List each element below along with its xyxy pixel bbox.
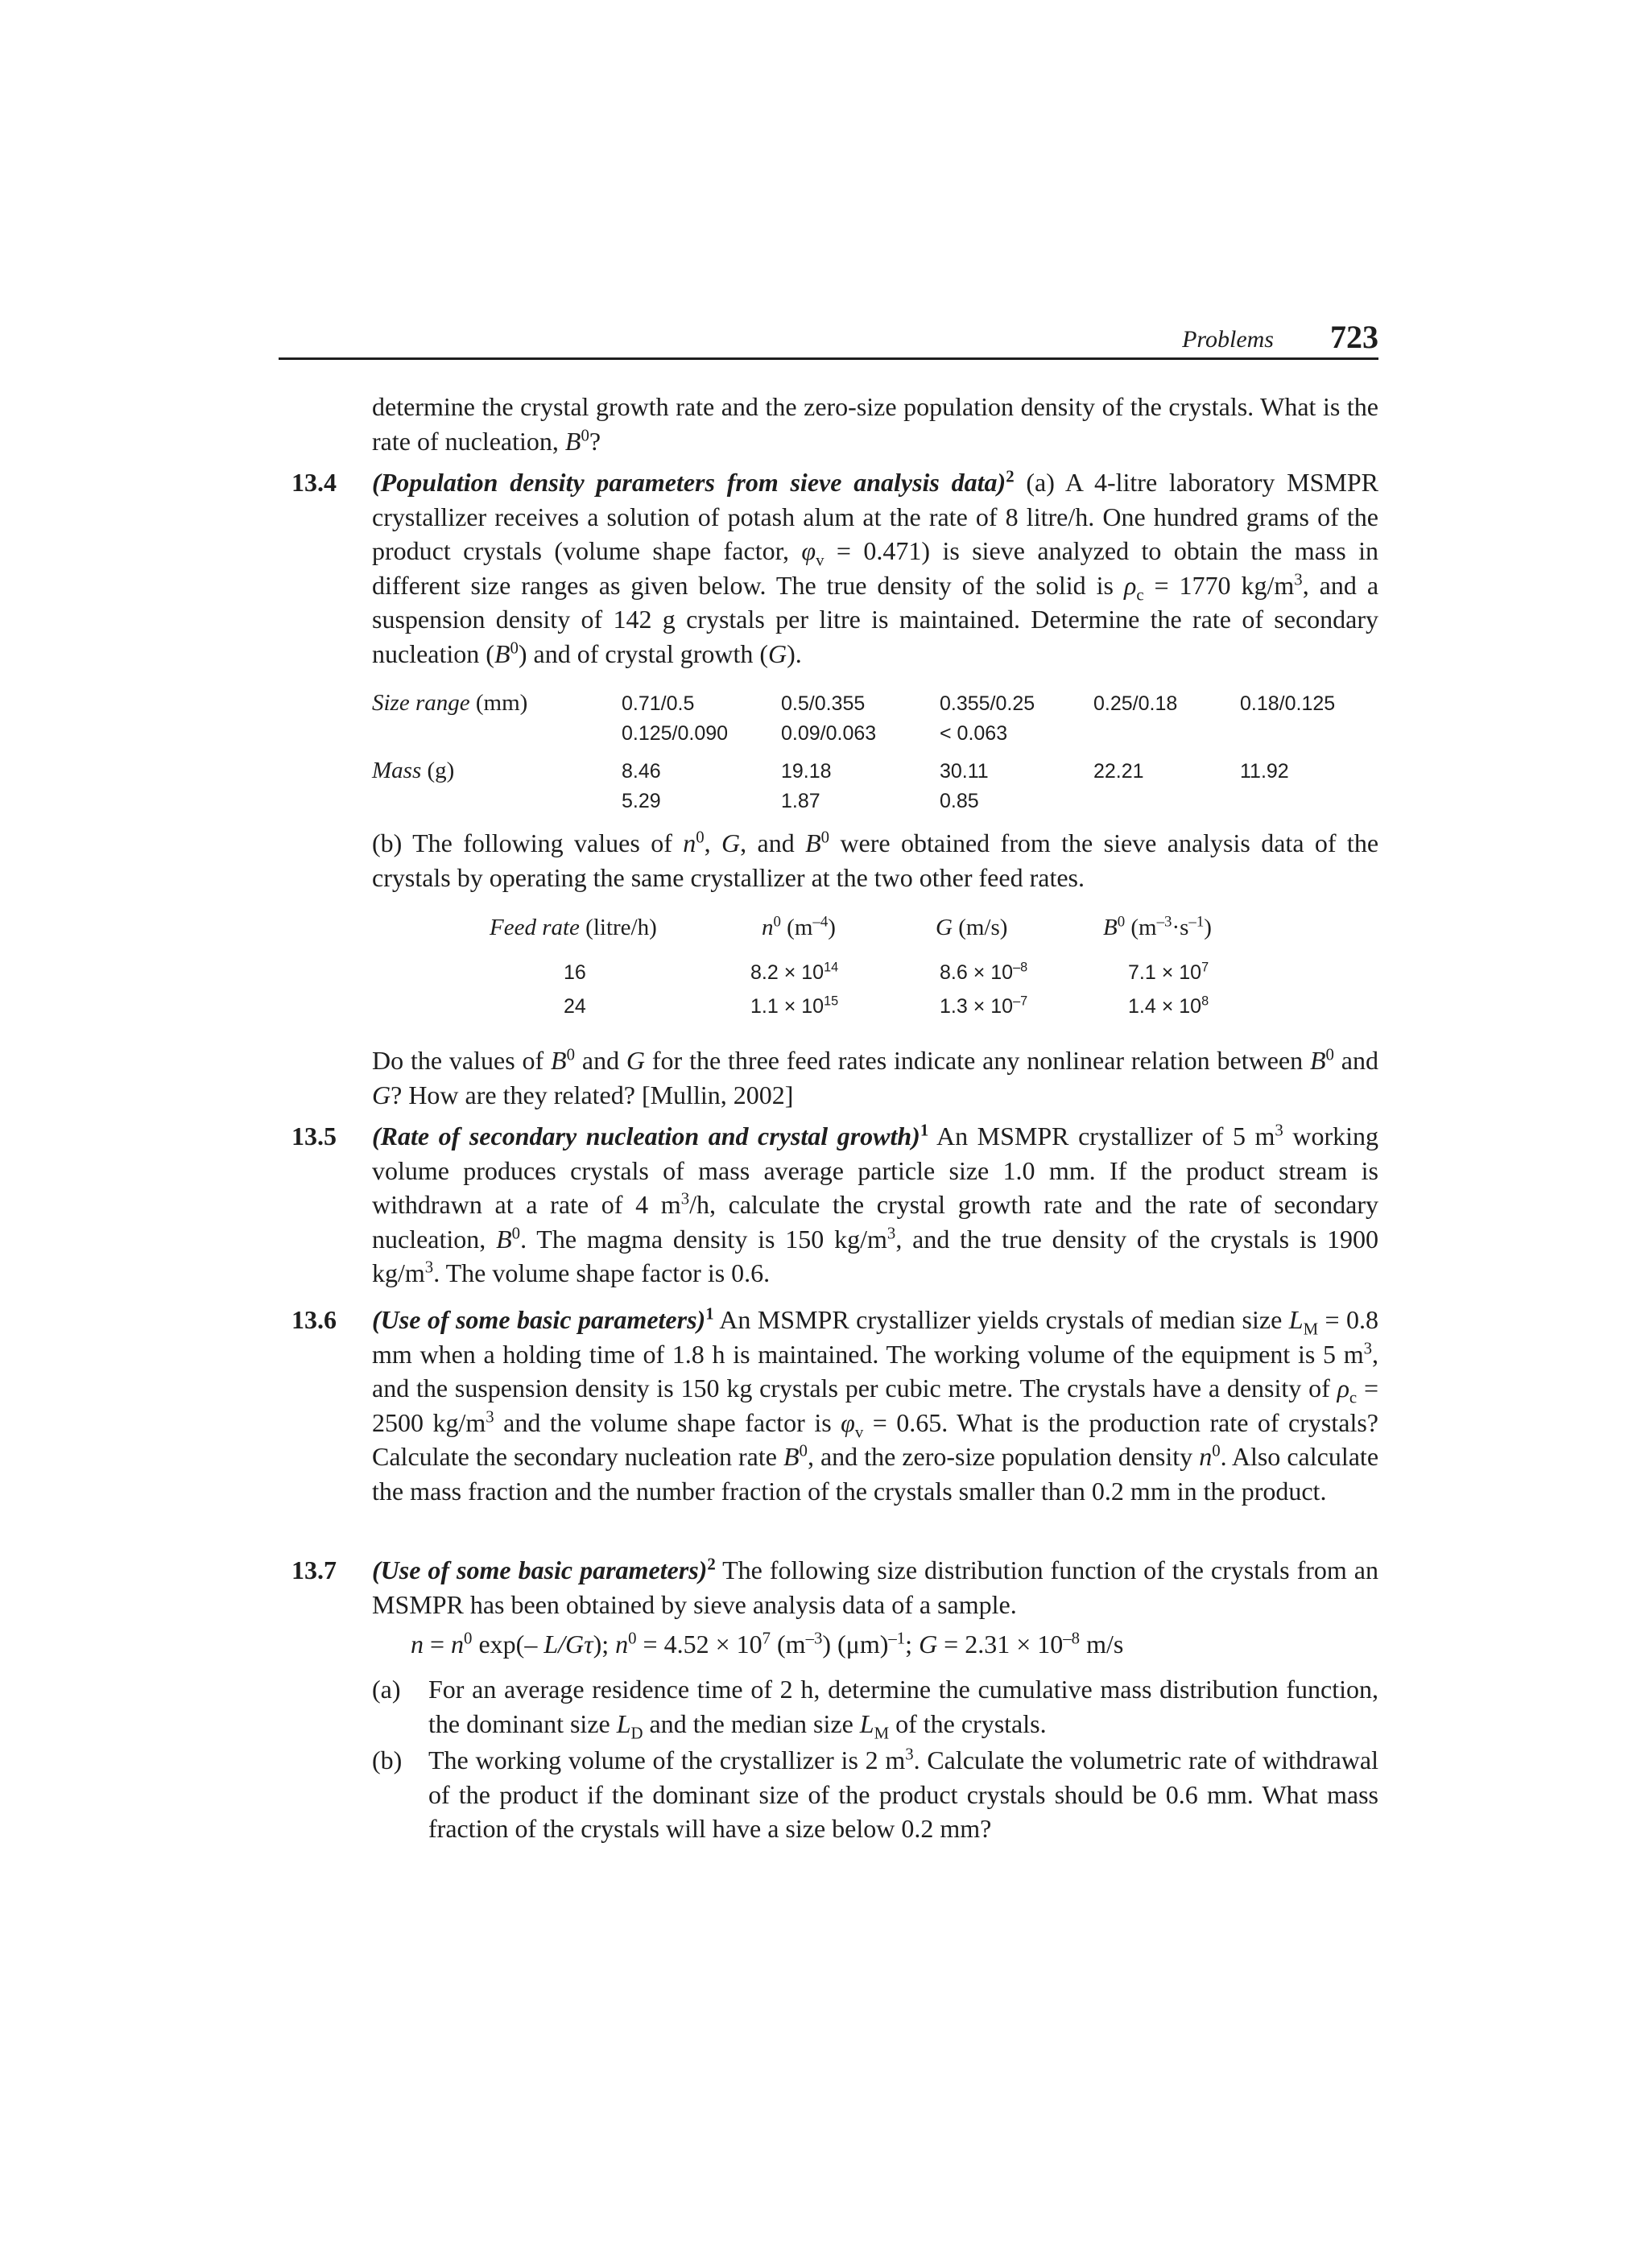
header-rule: [279, 357, 1378, 360]
intro-paragraph: determine the crystal growth rate and the zero-size population density of the crystals. What is the rate of nucleation, $B^0$?: [372, 392, 1378, 456]
section-title: Problems: [1182, 326, 1274, 353]
problem-number: 13.5: [291, 1122, 337, 1151]
table-cell: 0.85: [940, 790, 979, 812]
table-cell: $1.3 \times 10^{-7}$: [940, 994, 1028, 1018]
table-cell: $1.4 \times 10^8$: [1128, 994, 1209, 1018]
header-feed-rate: Feed rate (litre/h): [490, 915, 657, 940]
problem-13-4-question: Do the values of $B^0$ and G for the three feed rates indicate any nonlinear relation between $B^0$ and G? How are they related? [Mullin, 2002]: [372, 1045, 1378, 1109]
problem-13-6-text: (Use of some basic parameters)$^1$ An MSMPR crystallizer yields crystals of median size $L_M = 0.8$ mm when a holding time of 1.8 h is maintained. The working volume of the equipment is 5 $m^3$, and the suspension density is 150 kg crystals per cubic metre. The crystals have a density of $\rho_c = 2500$ $kg/m^3$ and the volume shape factor is $\varphi_v = 0.65$. What is the production rate of crystals? Calculate the secondary nucleation rate $B^0$, and the zero-size population density $n^0$. Also calculate the mass fraction and the number fraction of the crystals smaller than 0.2 mm in the product.: [372, 1304, 1379, 1506]
page-number: 723: [1330, 319, 1378, 355]
size-distribution-equation: $n = n^0$ exp(– L/Gτ); $n^0 = 4.52 \times 10^7$ $(m^{-3})$ $(\mu m)^{-1}$; $G = 2.31 \times 10^{-8}$ m/s: [411, 1629, 1124, 1659]
table-cell: 0.09/0.063: [781, 722, 877, 745]
table-cell: 24: [564, 995, 586, 1018]
table-cell: 0.25/0.18: [1093, 692, 1178, 715]
table-cell: 5.29: [622, 790, 661, 812]
problem-number: 13.4: [291, 468, 337, 497]
size-range-label: Size range (mm): [372, 690, 528, 716]
problem-13-5-text: (Rate of secondary nucleation and crystal growth)$^1$ An MSMPR crystallizer of 5 $m^3$ working volume produces crystals of mass average particle size 1.0 mm. If the product stream is withdrawn at a rate of 4 $m^3/h$, calculate the crystal growth rate and the rate of secondary nucleation, $B^0$. The magma density is 150 $kg/m^3$, and the true density of the crystals is 1900 $kg/m^3$. The volume shape factor is 0.6.: [372, 1121, 1379, 1287]
table-cell: 16: [564, 961, 586, 984]
table-cell: $7.1 \times 10^7$: [1128, 960, 1209, 984]
problem-13-7-part-a: For an average residence time of 2 h, determine the cumulative mass distribution function, the dominant size $L_D$ and the median size $L_M$ of the crystals.: [428, 1675, 1378, 1742]
table-cell: 0.355/0.25: [940, 692, 1035, 715]
table-cell: 30.11: [940, 760, 989, 783]
table-cell: 1.87: [781, 790, 820, 812]
problem-13-4-text: (Population density parameters from sieve analysis data)$^2$ (a) A 4-litre laboratory MSMPR crystallizer receives a solution of potash alum at the rate of 8 litre/h. One hundred grams of the product crystals (volume shape factor, $\varphi_v = 0.471$) is sieve analyzed to obtain the mass in different size ranges as given below. The true density of the solid is $\rho_c = 1770$ $kg/m^3$, and a suspension density of 142 g crystals per litre is maintained. Determine the rate of secondary nucleation $(B^0)$ and of crystal growth (G).: [372, 467, 1379, 668]
table-cell: 0.18/0.125: [1240, 692, 1336, 715]
table-cell: 11.92: [1240, 760, 1289, 783]
table-cell: 0.5/0.355: [781, 692, 866, 715]
table-cell: 8.46: [622, 760, 661, 783]
table-cell: 0.71/0.5: [622, 692, 695, 715]
mass-label: Mass (g): [372, 758, 455, 783]
problem-13-4-part-b: (b) The following values of $n^0$, G, and $B^0$ were obtained from the sieve analysis data of the crystals by operating the same crystallizer at the two other feed rates.: [372, 828, 1379, 892]
problem-13-7-text: (Use of some basic parameters)$^2$ The following size distribution function of the crystals from an MSMPR has been obtained by sieve analysis data of a sample.: [372, 1555, 1379, 1619]
table-cell: 19.18: [781, 760, 832, 783]
table-cell: $8.2 \times 10^{14}$: [750, 960, 839, 984]
running-header: [279, 318, 1378, 358]
subpart-label: (b): [372, 1745, 403, 1774]
table-cell: $8.6 \times 10^{-8}$: [940, 960, 1028, 984]
table-cell: 22.21: [1093, 760, 1144, 783]
table-cell: < 0.063: [940, 722, 1008, 745]
problem-number: 13.6: [291, 1305, 337, 1334]
header-G: G (m/s): [936, 915, 1008, 940]
problem-number: 13.7: [291, 1555, 337, 1584]
header-B0: $B^0$ $(m^{-3}\cdot s^{-1})$: [1103, 913, 1212, 940]
subpart-label: (a): [372, 1675, 401, 1704]
header-n0: $n^0$ $(m^{-4})$: [762, 913, 836, 940]
table-cell: 0.125/0.090: [622, 722, 729, 745]
problem-13-7-part-b: The working volume of the crystallizer is 2 $m^3$. Calculate the volumetric rate of withdrawal of the product if the dominant size of the product crystals should be 0.6 mm. What mass fraction of the crystals will have a size below 0.2 mm?: [428, 1745, 1379, 1843]
table-cell: $1.1 \times 10^{15}$: [750, 994, 839, 1018]
